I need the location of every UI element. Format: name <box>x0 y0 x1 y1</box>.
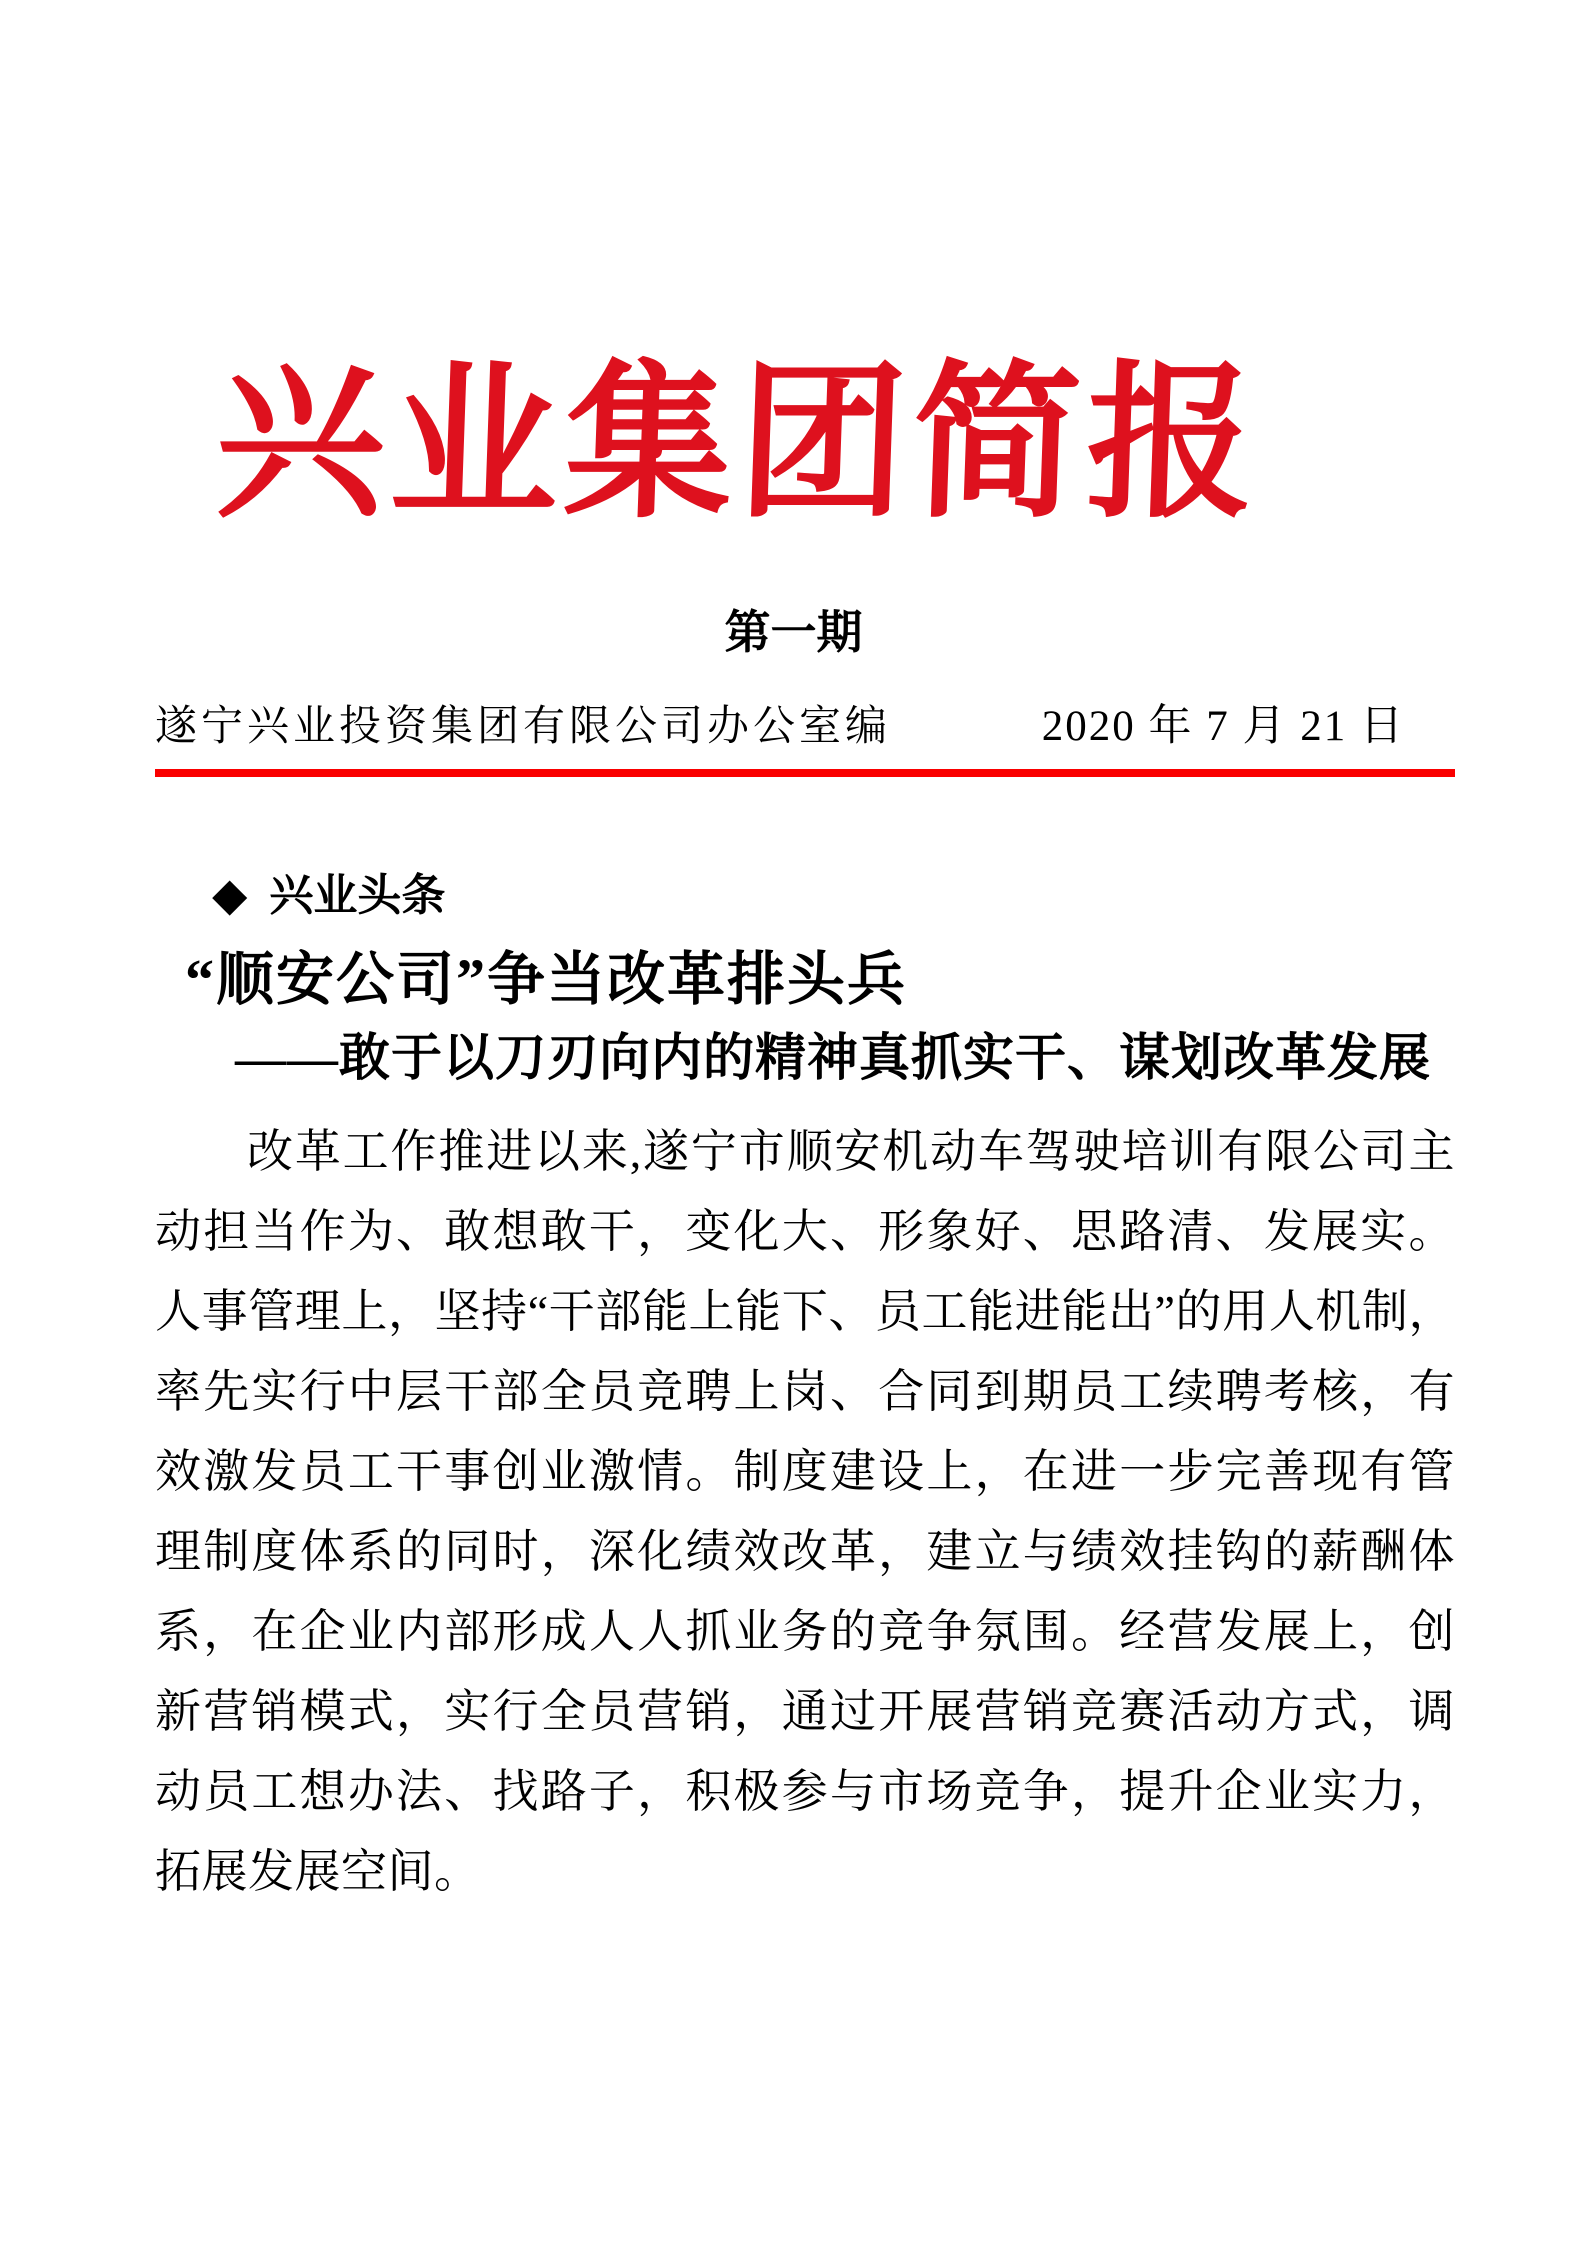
article-headline: “顺安公司”争当改革排头兵 <box>185 946 908 1012</box>
section-title: 兴业头条 <box>269 871 446 921</box>
section-header <box>212 867 1587 923</box>
masthead-title: 兴业集团简报 <box>213 352 1264 538</box>
editor-credit: 遂宁兴业投资集团有限公司办公室编 <box>155 704 892 751</box>
diamond-bullet-icon: ◆ <box>212 868 248 921</box>
article-body: 改革工作推进以来,遂宁市顺安机动车驾驶培训有限公司主动担当作为、敢想敢干，变化大、形象好、思路清、发展实。人事管理上，坚持“干部能上能下、员工能进能出”的用人机制，率先实行中层干部全员竞聘上岗、合同到期员工续聘考核，有效激发员工干事创业激情。制度建设上，在进一步完善现有管理制度体系的同时，深化绩效改革，建立与绩效挂钩的薪酬体系，在企业内部形成人人抓业务的竞争氛围。经营发展上，创新营销模式，实行全员营销，通过开展营销竞赛活动方式，调动员工想办法、找路子，积极参与市场竞争，提升企业实力，拓展发展空间。 <box>155 1125 1455 1897</box>
article-subheadline: ——敢于以刀刃向内的精神真抓实干、谋划改革发展 <box>235 1030 1432 1087</box>
red-rule <box>155 769 1455 777</box>
issue-date: 2020 年 7 月 21 日 <box>1041 703 1405 751</box>
issue-label: 第一期 <box>724 606 863 658</box>
credit-date-row <box>155 692 1405 753</box>
